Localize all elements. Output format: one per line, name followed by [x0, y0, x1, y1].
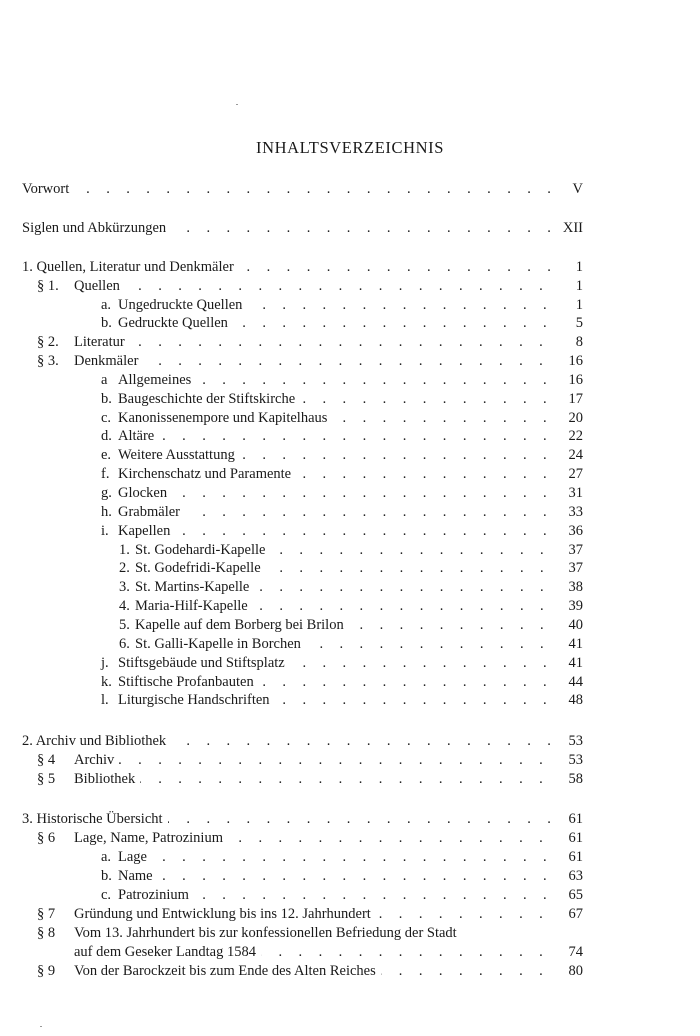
toc-entry-page: 33 — [568, 504, 583, 520]
toc-entry-page: 31 — [568, 485, 583, 501]
toc-entry-page: 37 — [568, 542, 583, 558]
toc-entry-number: 5. — [119, 617, 130, 633]
toc-entry — [0, 464, 700, 484]
toc-leader-dots — [122, 502, 550, 522]
toc-entry-title: Siglen und Abkürzungen — [22, 218, 171, 238]
toc-entry — [0, 828, 700, 848]
toc-entry-title: Denkmäler — [74, 351, 143, 371]
toc-entry-number: j. — [101, 655, 109, 671]
toc-entry-page: 61 — [568, 849, 583, 865]
toc-entry-page: 8 — [575, 334, 583, 350]
toc-leader-dots — [78, 351, 550, 371]
toc-entry-page: 41 — [568, 636, 583, 652]
toc-entry-number: § 6 — [37, 830, 56, 846]
toc-entry-page: 58 — [568, 771, 583, 787]
toc-entry-page: 40 — [568, 617, 583, 633]
toc-leader-dots — [78, 276, 550, 296]
toc-entry-number: a. — [101, 849, 112, 865]
toc-entry-title: Kapelle auf dem Borberg bei Brilon — [135, 615, 349, 635]
toc-leader-dots — [78, 750, 550, 770]
toc-entry-number: § 3. — [37, 353, 59, 369]
toc-entry-title: Baugeschichte der Stiftskirche — [118, 389, 300, 409]
toc-entry — [0, 502, 700, 522]
toc-leader-dots — [122, 483, 550, 503]
toc-entry-number: l. — [101, 692, 109, 708]
toc-entry — [0, 866, 700, 886]
toc-entry-page: 17 — [568, 391, 583, 407]
toc-entry — [0, 408, 700, 428]
toc-entry — [0, 370, 700, 390]
toc-entry-title: 2. Archiv und Bibliothek — [22, 731, 171, 751]
toc-entry-page: 1 — [575, 297, 583, 313]
toc-entry-page: 48 — [568, 692, 583, 708]
toc-entry — [0, 731, 700, 751]
page-title: INHALTSVERZEICHNIS — [255, 138, 445, 157]
toc-entry-page: 16 — [568, 372, 583, 388]
toc-entry-title: Ungedruckte Quellen — [118, 295, 247, 315]
toc-entry — [0, 445, 700, 465]
toc-entry-title: Lage, Name, Patrozinium — [74, 828, 228, 848]
toc-entry-number: § 7 — [37, 906, 56, 922]
toc-entry-title: Kanonissenempore und Kapitelhaus — [118, 408, 332, 428]
toc-entry — [0, 615, 700, 635]
toc-entry-title: Kirchenschatz und Paramente — [118, 464, 296, 484]
toc-entry-number: b. — [101, 868, 112, 884]
toc-entry-title: Kapellen — [118, 521, 175, 541]
toc-entry-page: 53 — [568, 733, 583, 749]
toc-entry-page: 74 — [568, 944, 583, 960]
toc-entry-number: d. — [101, 428, 112, 444]
toc-entry-title: Stiftsgebäude und Stiftsplatz — [118, 653, 290, 673]
toc-entry-page: 1 — [575, 259, 583, 275]
toc-entry — [0, 313, 700, 333]
toc-entry-title: Von der Barockzeit bis zum Ende des Alten Reiches — [74, 961, 381, 981]
toc-entry-page: 1 — [575, 278, 583, 294]
toc-entry-page: 20 — [568, 410, 583, 426]
scan-speck — [236, 104, 238, 105]
toc-entry-number: b. — [101, 315, 112, 331]
toc-entry-page: 41 — [568, 655, 583, 671]
toc-entry-number: § 1. — [37, 278, 59, 294]
toc-entry-title: Gedruckte Quellen — [118, 313, 233, 333]
toc-entry — [0, 483, 700, 503]
toc-entry — [0, 257, 700, 277]
toc-entry-title: Weitere Ausstattung — [118, 445, 240, 465]
toc-entry — [0, 218, 700, 238]
toc-entry — [0, 351, 700, 371]
toc-entry-title: St. Galli-Kapelle in Borchen — [135, 634, 306, 654]
toc-entry — [0, 558, 700, 578]
toc-entry-title: Grabmäler — [118, 502, 185, 522]
toc-entry-title: Name — [118, 866, 158, 886]
toc-entry-page: 67 — [568, 906, 583, 922]
toc-entry-number: g. — [101, 485, 112, 501]
toc-entry-page: 61 — [568, 811, 583, 827]
toc-entry-page: 53 — [568, 752, 583, 768]
toc-entry-title: Patrozinium — [118, 885, 194, 905]
toc-entry — [0, 540, 700, 560]
toc-leader-dots — [122, 866, 550, 886]
toc-entry-title: Quellen — [74, 276, 125, 296]
toc-entry-title: Literatur — [74, 332, 130, 352]
toc-entry — [0, 672, 700, 692]
toc-entry — [0, 904, 700, 924]
toc-leader-dots — [78, 769, 550, 789]
toc-entry-number: k. — [101, 674, 112, 690]
toc-leader-dots — [26, 179, 550, 199]
toc-entry-number: a — [101, 372, 108, 388]
toc-leader-dots — [122, 426, 550, 446]
toc-entry-title: St. Godehardi-Kapelle — [135, 540, 270, 560]
toc-entry-title: Glocken — [118, 483, 172, 503]
toc-entry-page: 44 — [568, 674, 583, 690]
toc-entry-number: § 2. — [37, 334, 59, 350]
toc-entry-number: § 4 — [37, 752, 56, 768]
toc-entry-title: Vorwort — [22, 179, 74, 199]
toc-entry-page: 5 — [575, 315, 583, 331]
toc-entry — [0, 426, 700, 446]
toc-entry-title: Bibliothek — [74, 769, 140, 789]
toc-entry-number: e. — [101, 447, 112, 463]
toc-entry-title: auf dem Geseker Landtag 1584 — [74, 942, 261, 962]
toc-entry-number: 2. — [119, 560, 130, 576]
toc-entry-page: V — [572, 181, 583, 197]
toc-entry-title: Gründung und Entwicklung bis ins 12. Jahrhundert — [74, 904, 376, 924]
toc-entry-number: 3. — [119, 579, 130, 595]
toc-entry-number: § 9 — [37, 963, 56, 979]
toc-entry-number: b. — [101, 391, 112, 407]
toc-entry-number: 4. — [119, 598, 130, 614]
toc-entry-page: XII — [562, 220, 583, 236]
toc-entry-page: 38 — [568, 579, 583, 595]
toc-entry-title: 3. Historische Übersicht — [22, 809, 168, 829]
toc-entry-number: c. — [101, 410, 112, 426]
toc-entry-number: 1. — [119, 542, 130, 558]
toc-entry-page: 27 — [568, 466, 583, 482]
toc-leader-dots — [78, 332, 550, 352]
toc-entry — [0, 847, 700, 867]
toc-entry-page: 22 — [568, 428, 583, 444]
toc-entry-page: 80 — [568, 963, 583, 979]
scan-speck — [40, 1026, 42, 1027]
toc-entry-number: § 5 — [37, 771, 56, 787]
toc-entry — [0, 179, 700, 199]
toc-entry-title: Stiftische Profanbauten — [118, 672, 259, 692]
toc-leader-dots — [122, 847, 550, 867]
toc-entry — [0, 295, 700, 315]
toc-entry-title: St. Godefridi-Kapelle — [135, 558, 266, 578]
toc-entry-title: Maria-Hilf-Kapelle — [135, 596, 253, 616]
toc-entry-number: 6. — [119, 636, 130, 652]
toc-entry-title: Lage — [118, 847, 152, 867]
toc-entry — [0, 332, 700, 352]
toc-entry-title: 1. Quellen, Literatur und Denkmäler — [22, 257, 239, 277]
toc-entry — [0, 809, 700, 829]
toc-entry — [0, 653, 700, 673]
toc-entry-page: 24 — [568, 447, 583, 463]
toc-entry — [0, 769, 700, 789]
toc-entry — [0, 961, 700, 981]
toc-entry-title: Allgemeines — [118, 370, 196, 390]
toc-entry — [0, 389, 700, 409]
toc-entry — [0, 577, 700, 597]
toc-entry-title: Altäre — [118, 426, 159, 446]
toc-entry-number: h. — [101, 504, 112, 520]
toc-entry-title: Archiv — [74, 750, 119, 770]
toc-entry-number: § 8 — [37, 925, 56, 941]
toc-entry-title: St. Martins-Kapelle — [135, 577, 254, 597]
toc-entry — [0, 885, 700, 905]
toc-entry — [0, 634, 700, 654]
toc-entry-page: 36 — [568, 523, 583, 539]
toc-entry-number: i. — [101, 523, 109, 539]
toc-entry-title: Liturgische Handschriften — [118, 690, 275, 710]
toc-leader-dots — [122, 521, 550, 541]
toc-entry-page: 37 — [568, 560, 583, 576]
toc-entry-page: 65 — [568, 887, 583, 903]
toc-entry-page: 16 — [568, 353, 583, 369]
toc-entry-page: 61 — [568, 830, 583, 846]
toc-entry — [0, 276, 700, 296]
toc-entry — [0, 690, 700, 710]
toc-entry — [0, 596, 700, 616]
toc-entry-number: a. — [101, 297, 112, 313]
toc-entry-number: c. — [101, 887, 112, 903]
toc-entry-page: 63 — [568, 868, 583, 884]
toc-entry — [0, 750, 700, 770]
toc-entry-title: Vom 13. Jahrhundert bis zur konfessionellen Befriedung der Stadt — [74, 923, 462, 943]
toc-entry — [0, 942, 700, 962]
toc-entry-page: 39 — [568, 598, 583, 614]
toc-entry — [0, 521, 700, 541]
toc-entry — [0, 923, 700, 943]
toc-entry-number: f. — [101, 466, 110, 482]
